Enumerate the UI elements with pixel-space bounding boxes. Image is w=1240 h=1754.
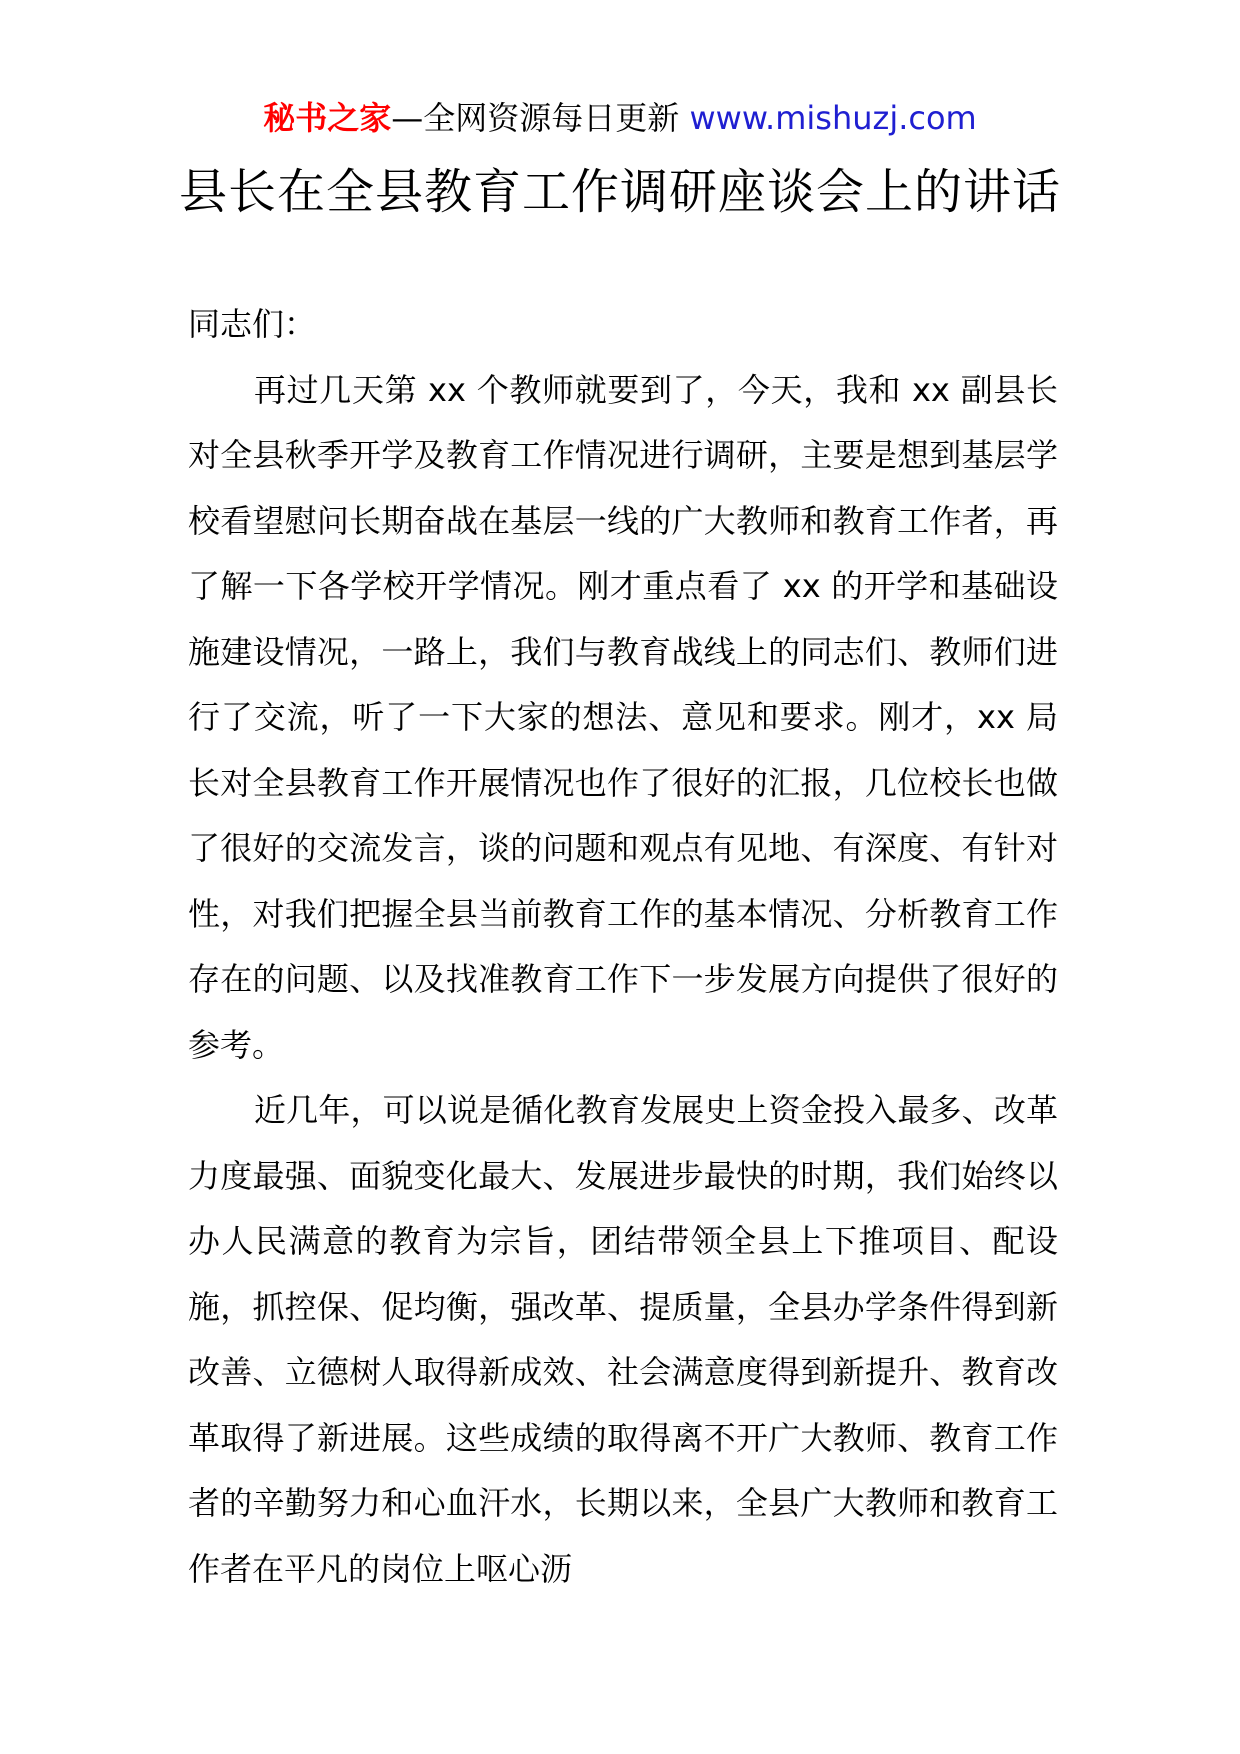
body-paragraph-1: 再过几天第 xx 个教师就要到了，今天，我和 xx 副县长对全县秋季开学及教育工作情况进行调研，主要是想到基层学校看望慰问长期奋战在基层一线的广大教师和教育工作者，再了解一下各学校开学情况。刚才重点看了 xx 的开学和基础设施建设情况，一路上，我们与教育战线上的同志们、教师们进行了交流，听了一下大家的想法、意见和要求。刚才，xx 局长对全县教育工作开展情况也作了很好的汇报，几位校长也做了很好的交流发言，谈的问题和观点有见地、有深度、有针对性，对我们把握全县当前教育工作的基本情况、分析教育工作存在的问题、以及找准教育工作下一步发展方向提供了很好的参考。	[188, 370, 1058, 1064]
site-header	[0, 98, 1240, 138]
site-slogan: —全网资源每日更新	[391, 99, 690, 137]
site-brand: 秘书之家	[263, 99, 392, 137]
document-body	[188, 292, 1058, 1602]
salutation: 同志们：	[188, 305, 317, 343]
body-paragraph-2: 近几年，可以说是循化教育发展史上资金投入最多、改革力度最强、面貌变化最大、发展进步最快的时期，我们始终以办人民满意的教育为宗旨，团结带领全县上下推项目、配设施，抓控保、促均衡，强改革、提质量，全县办学条件得到新改善、立德树人取得新成效、社会满意度得到新提升、教育改革取得了新进展。这些成绩的取得离不开广大教师、教育工作者的辛勤努力和心血汗水，长期以来，全县广大教师和教育工作者在平凡的岗位上呕心沥	[188, 1091, 1058, 1588]
document-title: 县长在全县教育工作调研座谈会上的讲话	[178, 164, 1061, 220]
site-url-link[interactable]: www.mishuzj.com	[689, 99, 977, 137]
